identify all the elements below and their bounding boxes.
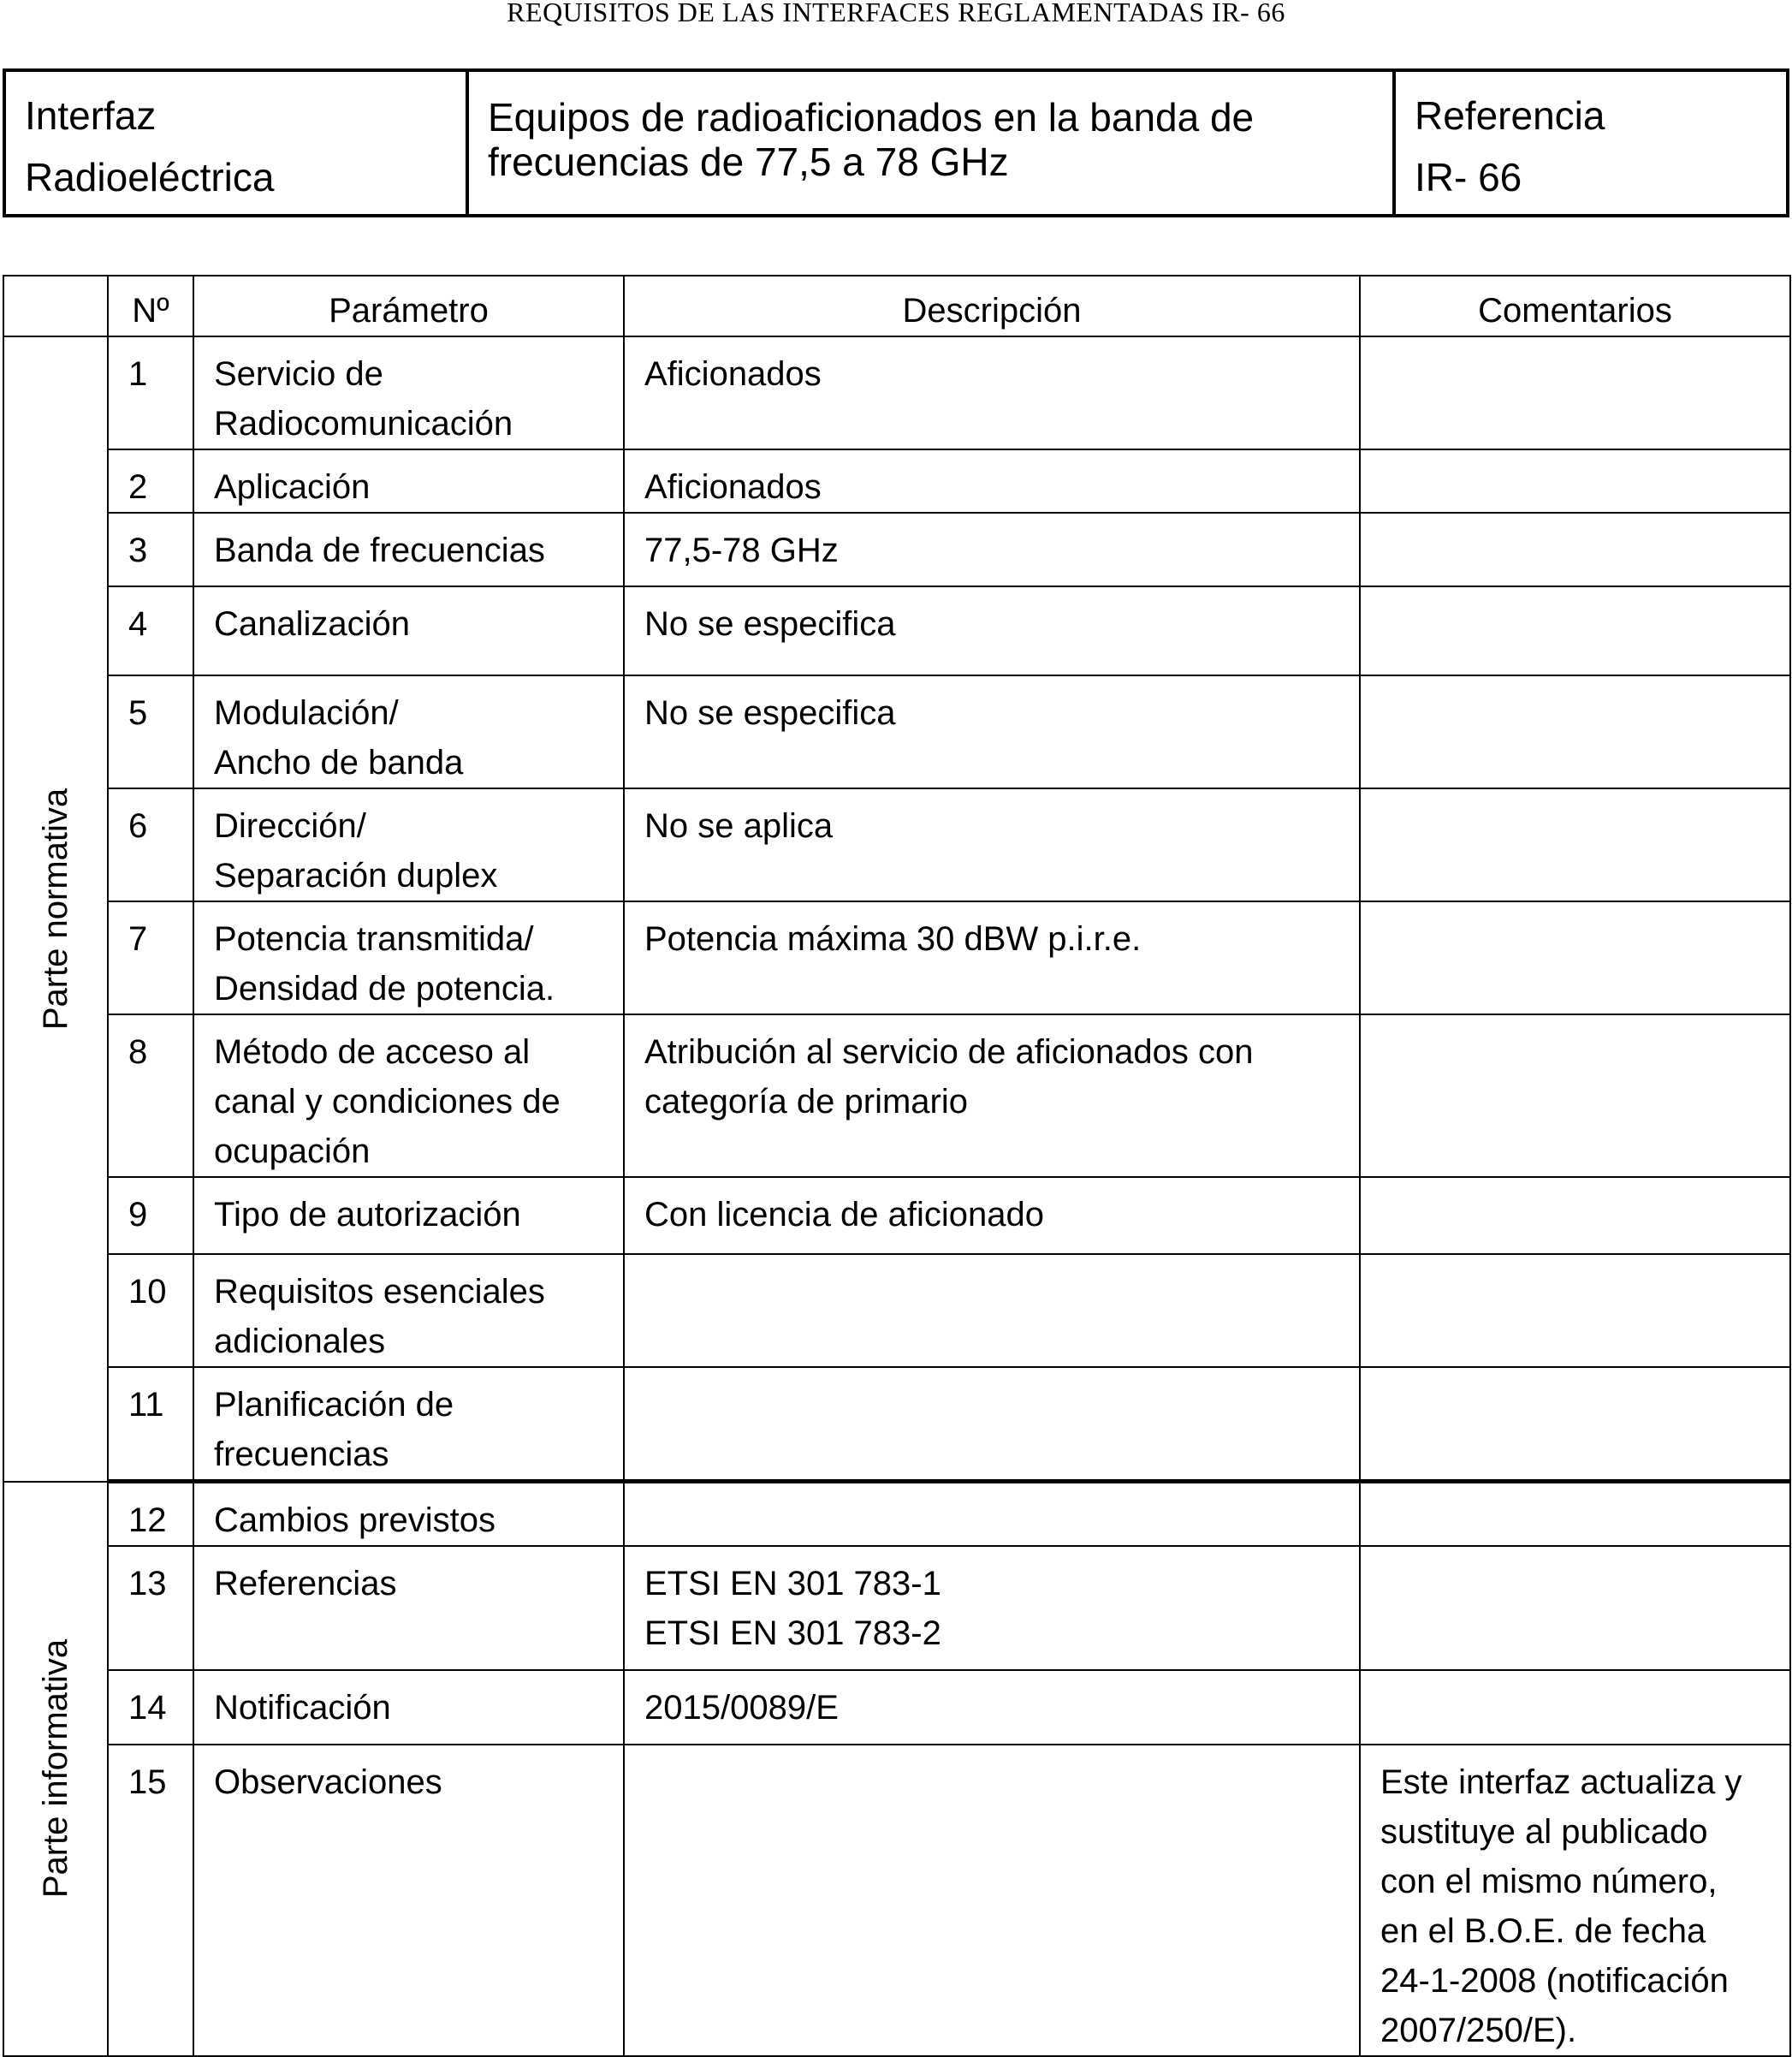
parameter-cell [193,901,624,1014]
comments-cell [1360,1670,1790,1745]
parameter-text: Dirección/ [214,807,366,845]
description-text: Aficionados [644,355,822,393]
comments-text: con el mismo número, [1380,1863,1718,1900]
table-row [3,1546,1790,1670]
parameter-text: Ancho de banda [214,744,464,782]
comments-cell [1360,586,1790,675]
parameter-text: Tipo de autorización [214,1196,521,1234]
parameter-text: Potencia transmitida/ [214,920,534,958]
table-row [3,901,1790,1014]
table-row [3,449,1790,513]
parameter-cell [193,1254,624,1367]
table-body [3,336,1790,2056]
description-cell [624,901,1360,1014]
equipment-description-line: frecuencias de 77,5 a 78 GHz [488,140,1009,184]
description-cell [624,1367,1360,1482]
parameter-text: Densidad de potencia. [214,970,555,1008]
table-row [3,336,1790,449]
parameter-cell [193,336,624,449]
row-number-cell: 14 [108,1670,193,1745]
parameter-text: Modulación/ [214,694,399,732]
description-text: No se especifica [644,605,896,643]
description-cell [624,1177,1360,1254]
parameter-text: Planificación de [214,1386,454,1424]
description-cell [624,513,1360,586]
comments-cell [1360,1177,1790,1254]
section-header-cell [3,276,108,336]
parameter-cell [193,675,624,788]
column-header-number: Nº [108,276,193,336]
comments-cell [1360,1014,1790,1177]
description-cell [624,1482,1360,1547]
comments-text: en el B.O.E. de fecha [1380,1912,1706,1950]
row-number-cell: 5 [108,675,193,788]
parameter-text: Requisitos esenciales [214,1273,545,1311]
parameter-text: ocupación [214,1133,371,1170]
comments-cell [1360,449,1790,513]
reference-value: IR- 66 [1415,155,1522,199]
parameters-table [3,275,1791,2057]
parameter-cell [193,513,624,586]
table-row [3,1482,1790,1547]
row-number-cell: 7 [108,901,193,1014]
row-number-cell: 2 [108,449,193,513]
equipment-description-line: Equipos de radioaficionados en la banda de [488,95,1255,140]
parameter-text: Canalización [214,605,411,643]
table-row [3,1745,1790,2056]
comments-cell [1360,675,1790,788]
table-row [3,1014,1790,1177]
comments-cell [1360,513,1790,586]
reference-cell [1396,72,1786,214]
parameter-text: Aplicación [214,468,371,506]
description-cell [624,336,1360,449]
comments-cell [1360,1482,1790,1547]
parameter-cell [193,1670,624,1745]
description-cell [624,1745,1360,2056]
description-cell [624,449,1360,513]
description-text: 77,5-78 GHz [644,532,839,569]
row-number-cell: 15 [108,1745,193,2056]
row-number-cell: 11 [108,1367,193,1482]
description-text: Atribución al servicio de aficionados con [644,1033,1254,1071]
document-title: REQUISITOS DE LAS INTERFACES REGLAMENTADAS IR- 66 [507,0,1285,27]
row-number-cell: 6 [108,788,193,901]
parameter-cell [193,1177,624,1254]
row-number-cell: 9 [108,1177,193,1254]
comments-cell [1360,788,1790,901]
table-row [3,1177,1790,1254]
interface-label: Interfaz [25,93,157,138]
description-text: No se especifica [644,694,896,732]
parameter-text: canal y condiciones de [214,1083,561,1121]
comments-cell [1360,336,1790,449]
row-number-cell: 12 [108,1482,193,1547]
parameter-text: adicionales [214,1323,386,1360]
parameter-text: Observaciones [214,1763,442,1801]
description-cell [624,1670,1360,1745]
description-text: ETSI EN 301 783-2 [644,1614,941,1652]
comments-cell [1360,1745,1790,2056]
row-number-cell: 4 [108,586,193,675]
column-header-comments: Comentarios [1360,276,1790,336]
description-text: Aficionados [644,468,822,506]
parameter-text: Método de acceso al [214,1033,531,1071]
section-label: Parte normativa [37,788,74,1030]
table-row [3,1254,1790,1367]
comments-text: 24-1-2008 (notificación [1380,1962,1729,2000]
parameter-cell [193,1014,624,1177]
table-row [3,586,1790,675]
comments-cell [1360,1254,1790,1367]
row-number-cell: 8 [108,1014,193,1177]
parameter-cell [193,788,624,901]
parameter-text: Servicio de [214,355,383,393]
table-row [3,788,1790,901]
description-cell [624,1014,1360,1177]
comments-cell [1360,1546,1790,1670]
parameter-cell [193,1745,624,2056]
table-header-row [3,276,1790,336]
row-number-cell: 13 [108,1546,193,1670]
row-number-cell: 3 [108,513,193,586]
table-row [3,1670,1790,1745]
equipment-description-cell [469,72,1396,214]
row-number-cell: 10 [108,1254,193,1367]
description-cell [624,1546,1360,1670]
description-text: 2015/0089/E [644,1689,839,1727]
parameter-cell [193,1482,624,1547]
parameter-text: frecuencias [214,1436,389,1473]
row-number-cell: 1 [108,336,193,449]
table-row [3,675,1790,788]
parameter-text: Cambios previstos [214,1501,496,1539]
section-label: Parte informativa [37,1639,74,1899]
interface-type-cell [6,72,469,214]
comments-cell [1360,1367,1790,1482]
parameter-cell [193,586,624,675]
parameter-cell [193,1546,624,1670]
comments-text: 2007/250/E). [1380,2012,1577,2049]
description-cell [624,675,1360,788]
reference-label: Referencia [1415,93,1605,138]
comments-text: Este interfaz actualiza y [1380,1763,1742,1801]
comments-cell [1360,901,1790,1014]
column-header-description: Descripción [624,276,1360,336]
column-header-parameter: Parámetro [193,276,624,336]
interface-label-radio: Radioeléctrica [25,155,275,199]
parameter-cell [193,449,624,513]
section-informative [3,1482,108,2057]
description-text: ETSI EN 301 783-1 [644,1565,941,1602]
comments-text: sustituye al publicado [1380,1813,1708,1851]
description-cell [624,586,1360,675]
description-text: Con licencia de aficionado [644,1196,1044,1234]
description-text: No se aplica [644,807,834,845]
parameter-text: Separación duplex [214,857,498,895]
parameter-cell [193,1367,624,1482]
parameter-text: Notificación [214,1689,391,1727]
interface-header [3,68,1789,217]
description-text: categoría de primario [644,1083,968,1121]
parameter-text: Banda de frecuencias [214,532,545,569]
description-cell [624,788,1360,901]
description-text: Potencia máxima 30 dBW p.i.r.e. [644,920,1142,958]
table-row [3,513,1790,586]
section-normative [3,336,108,1482]
description-cell [624,1254,1360,1367]
table-row [3,1367,1790,1482]
parameter-text: Referencias [214,1565,397,1602]
parameter-text: Radiocomunicación [214,405,513,443]
